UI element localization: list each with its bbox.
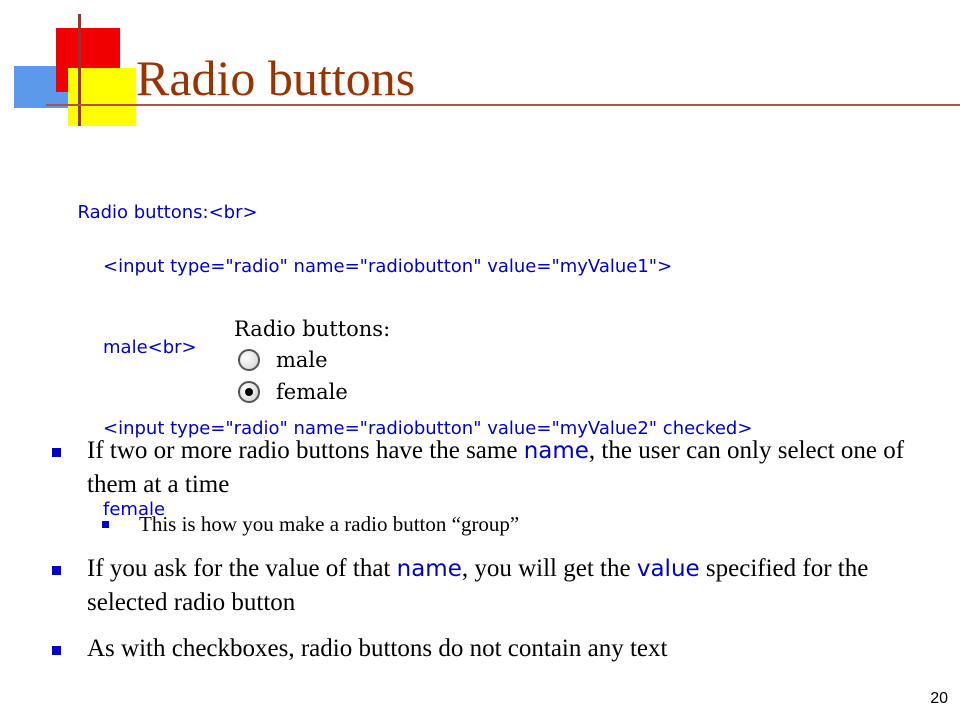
page-number: 20 [930, 690, 948, 707]
code-line: Radio buttons:<br> [77, 202, 258, 223]
bullet-list [52, 434, 912, 678]
keyword-name: name [523, 438, 589, 464]
radio-option-male[interactable] [234, 344, 434, 376]
radio-checked-icon[interactable] [238, 381, 260, 403]
decor-vertical-line [78, 14, 81, 126]
bullet-text: specified for the selected radio button [87, 555, 869, 616]
radio-option-female[interactable] [234, 376, 434, 408]
bullet-item [52, 434, 912, 502]
rendered-radio-example [234, 314, 434, 408]
code-line: male<br> [103, 337, 197, 358]
code-line: <input type="radio" name="radiobutton" value="myValue2" checked> [103, 418, 753, 439]
bullet-item: As with checkboxes, radio buttons do not contain any text [52, 632, 912, 666]
demo-heading: Radio buttons: [234, 317, 391, 341]
radio-label: female [276, 380, 348, 404]
bullet-text: If you ask for the value of that [87, 555, 397, 582]
sub-bullet-item: This is how you make a radio button “group” [87, 510, 912, 538]
radio-unchecked-icon[interactable] [238, 349, 260, 371]
slide-title: Radio buttons [136, 50, 416, 106]
code-line: <input type="radio" name="radiobutton" value="myValue1"> [103, 256, 673, 277]
code-line: female [103, 499, 166, 520]
bullet-item [52, 552, 912, 620]
keyword-value: value [636, 556, 700, 582]
radio-label: male [276, 348, 328, 372]
bullet-text: If two or more radio buttons have the same [87, 437, 524, 464]
keyword-name: name [396, 556, 462, 582]
bullet-text: , you will get the [461, 555, 637, 582]
bullet-text: , the user can only select one of them at a time [87, 437, 905, 498]
